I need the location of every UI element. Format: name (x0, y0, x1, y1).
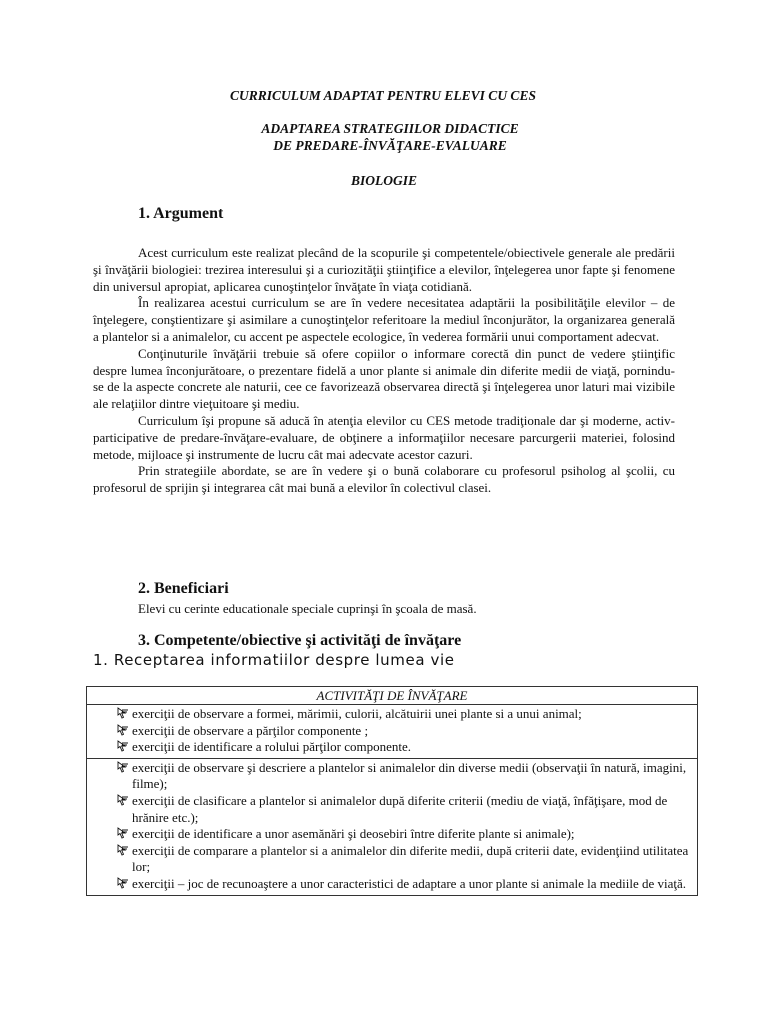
hand-pointer-icon (117, 827, 129, 839)
hand-pointer-icon (117, 877, 129, 889)
argument-body (93, 245, 675, 497)
document-title: CURRICULUM ADAPTAT PENTRU ELEVI CU CES (230, 88, 536, 103)
activity-item (117, 876, 693, 893)
hand-pointer-icon (117, 761, 129, 773)
activities-table-header: ACTIVITĂŢI DE ÎNVĂŢARE (87, 687, 697, 705)
competence-subheading: 1. Receptarea informatiilor despre lumea vie (93, 651, 455, 669)
activity-item (117, 793, 693, 826)
activity-item (117, 843, 693, 876)
activity-item (117, 826, 693, 843)
argument-paragraph: Curriculum îşi propune să aducă în atenţia elevilor cu CES metode tradiţionale dar şi moderne, activ-participative de predare-învăţare-evaluare, de obţinere a informaţiilor necesare parcurgerii materiei, folosind metode, mijloace şi instrumente de lucru cât mai adecvate acestor cazuri. (93, 412, 675, 462)
activity-text: exerciţii de identificare a rolului părţilor componente. (132, 739, 412, 755)
argument-paragraph: Prin strategiile abordate, se are în vedere şi o bună colaborare cu profesorul psiholog al şcolii, cu profesorul de sprijin şi integrarea cât mai bună a elevilor în colectivul clasei. (93, 463, 675, 496)
section-heading-beneficiari: 2. Beneficiari (138, 580, 229, 597)
section-heading-competente: 3. Competente/obiective şi activităţi de învăţare (138, 632, 462, 649)
section-heading-argument: 1. Argument (138, 205, 224, 222)
activity-text: exerciţii de comparare a plantelor si a animalelor din diferite medii, după criterii date, evidenţiind utilitatea lor; (132, 842, 689, 875)
activity-item (117, 760, 693, 793)
hand-pointer-icon (117, 844, 129, 856)
activity-item (117, 723, 693, 740)
argument-paragraph: Conţinuturile învăţării trebuie să ofere copiilor o informare corectă din punct de vedere ştiinţific despre lumea înconjurătoare, o prezentare fidelă a unor plante si animale din diferite medii de viaţă, pornindu-se de la aspecte concrete ale naturii, cee ce favorizează observarea directă şi înţelegerea unor laturi mai vizibile ale relaţiilor dintre vieţuitoare şi mediu. (93, 345, 675, 412)
subject-title: BIOLOGIE (350, 173, 417, 188)
activity-text: exerciţii de clasificare a plantelor si animalelor după diferite criterii (mediu de viaţă, înfăţişare, mod de hrănire etc.); (132, 792, 668, 825)
activity-text: exerciţii de observare a părţilor componente ; (132, 722, 369, 738)
beneficiari-text: Elevi cu cerinte educationale speciale cuprinşi în şcoala de masă. (138, 601, 477, 616)
document-subtitle-line2: DE PREDARE-ÎNVĂŢARE-EVALUARE (273, 138, 507, 153)
activities-table (86, 686, 698, 896)
activity-text: exerciţii de observare a formei, mărimii, culorii, alcătuirii unei plante si a unui animal; (132, 706, 582, 721)
activities-group-1 (87, 705, 697, 759)
activity-text: exerciţii – joc de recunoaştere a unor caracteristici de adaptare a unor plante si animale la mediile de viaţă. (132, 875, 687, 891)
argument-paragraph: Acest curriculum este realizat plecând de la scopurile şi competentele/obiectivele generale ale predării şi învăţării biologiei: trezirea interesului şi a curiozităţii ştiinţifice a elevilor, înţelegerea unor fapte şi fenomene din universul apropiat, aplicarea cunoştinţelor învăţate în viaţa cotidiană. (93, 245, 675, 294)
activity-text: exerciţii de identificare a unor asemănări şi deosebiri între diferite plante si animale); (132, 826, 575, 842)
activity-item (117, 739, 693, 756)
activities-group-2 (87, 759, 697, 895)
hand-pointer-icon (117, 794, 129, 806)
hand-pointer-icon (117, 740, 129, 752)
hand-pointer-icon (117, 707, 129, 719)
activity-text: exerciţii de observare şi descriere a plantelor si animalelor din diverse medii (observaţii în natură, imagini, filme); (132, 759, 687, 792)
argument-paragraph: În realizarea acestui curriculum se are în vedere necesitatea adaptării la posibilităţile elevilor – de înţelegere, conştientizare şi asimilare a cunoştinţelor referitoare la mediul înconjurător, la organizarea generală a plantelor si a animalelor, cu accent pe aspectele ecologice, în vederea formării unui comportament adecvat. (93, 295, 675, 344)
activity-item (117, 706, 693, 723)
document-subtitle-line1: ADAPTAREA STRATEGIILOR DIDACTICE (261, 121, 519, 136)
hand-pointer-icon (117, 724, 129, 736)
